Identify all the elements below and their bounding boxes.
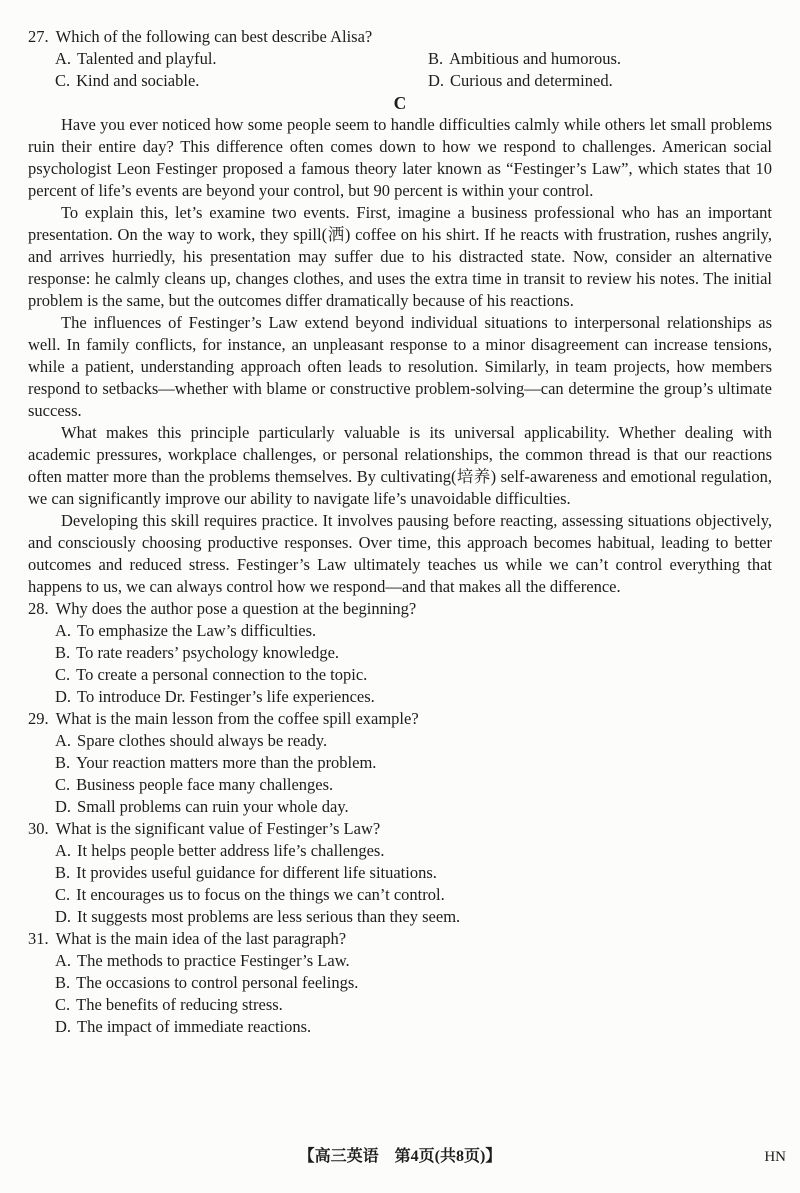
option-28-A (28, 620, 772, 642)
option-30-C (28, 884, 772, 906)
option-text: Spare clothes should always be ready. (77, 731, 328, 750)
question-27 (28, 26, 772, 92)
option-text: Small problems can ruin your whole day. (77, 797, 349, 816)
option-label: A. (55, 731, 72, 750)
footer-code: HN (764, 1149, 786, 1165)
option-29-D (28, 796, 772, 818)
option-label: C. (55, 71, 71, 90)
option-31-C (28, 994, 772, 1016)
option-label: B. (55, 973, 71, 992)
question-number: 28. (28, 599, 49, 618)
question-29-stem (28, 708, 772, 730)
option-text: It suggests most problems are less serious than they seem. (77, 907, 461, 926)
option-label: B. (55, 643, 71, 662)
option-label: B. (55, 753, 71, 772)
option-text: To emphasize the Law’s difficulties. (77, 621, 317, 640)
option-30-D (28, 906, 772, 928)
option-31-D (28, 1016, 772, 1038)
question-text: What is the main lesson from the coffee spill example? (55, 709, 419, 728)
option-text: To rate readers’ psychology knowledge. (76, 643, 340, 662)
question-27-options (28, 48, 772, 92)
question-number: 27. (28, 27, 49, 46)
passage-paragraph-3: The influences of Festinger’s Law extend beyond individual situations to interpersonal relationships as well. In family conflicts, for instance, an unpleasant response to a minor disagreement can increase tensions, while a patient, understanding approach often leads to resolution. Similarly, in team projects, how members respond to setbacks—whether with blame or constructive problem-solving—can determine the group’s ultimate success. (28, 313, 772, 420)
question-28 (28, 598, 772, 708)
option-29-C (28, 774, 772, 796)
question-31 (28, 928, 772, 1038)
passage-paragraph-1: Have you ever noticed how some people seem to handle difficulties calmly while others let small problems ruin their entire day? This difference often comes down to how we respond to challenges. American social psychologist Leon Festinger proposed a famous theory later known as “Festinger’s Law”, which states that 10 percent of life’s events are beyond your control, but 90 percent is within your control. (28, 115, 772, 200)
option-27-D (428, 70, 772, 92)
option-29-A (28, 730, 772, 752)
option-28-D (28, 686, 772, 708)
option-27-C (55, 70, 428, 92)
option-30-B (28, 862, 772, 884)
option-label: D. (55, 687, 72, 706)
question-28-stem (28, 598, 772, 620)
option-label: C. (55, 775, 71, 794)
passage-paragraph-2: To explain this, let’s examine two events. First, imagine a business professional who has an important presentation. On the way to work, they spill(洒) coffee on his shirt. If he reacts with frustration, rushes angrily, and arrives hurriedly, his presentation may suffer due to his distracted state. Now, consider an alternative response: he calmly cleans up, changes clothes, and uses the extra time in transit to review his notes. The initial problem is the same, but the outcomes differ dramatically because of his reactions. (28, 203, 772, 310)
option-27-A (55, 48, 428, 70)
option-text: The occasions to control personal feelings. (76, 973, 359, 992)
option-label: C. (55, 665, 71, 684)
option-label: D. (55, 1017, 72, 1036)
question-29 (28, 708, 772, 818)
page-footer (0, 1147, 800, 1167)
question-number: 29. (28, 709, 49, 728)
footer-page-info: 【高三英语 第4页(共8页)】 (298, 1148, 502, 1165)
option-text: It helps people better address life’s challenges. (77, 841, 385, 860)
question-text: Which of the following can best describe Alisa? (55, 27, 373, 46)
option-text: Business people face many challenges. (76, 775, 334, 794)
option-text: It encourages us to focus on the things we can’t control. (76, 885, 445, 904)
option-31-B (28, 972, 772, 994)
option-text: Your reaction matters more than the problem. (76, 753, 377, 772)
question-number: 31. (28, 929, 49, 948)
option-label: D. (55, 907, 72, 926)
option-text: The impact of immediate reactions. (77, 1017, 312, 1036)
option-label: C. (55, 995, 71, 1014)
option-label: A. (55, 841, 72, 860)
option-text: Talented and playful. (77, 49, 217, 68)
question-number: 30. (28, 819, 49, 838)
option-label: B. (55, 863, 71, 882)
passage-paragraph-4: What makes this principle particularly valuable is its universal applicability. Whether dealing with academic pressures, workplace challenges, or personal relationships, the common thread is that our reactions often matter more than the problems themselves. By cultivating(培养) self-awareness and emotional regulation, we can significantly improve our ability to navigate life’s unavoidable difficulties. (28, 423, 772, 508)
option-text: It provides useful guidance for different life situations. (76, 863, 437, 882)
option-label: A. (55, 49, 72, 68)
option-text: The methods to practice Festinger’s Law. (77, 951, 350, 970)
question-30-stem (28, 818, 772, 840)
passage-section-label: C (393, 93, 407, 113)
option-28-C (28, 664, 772, 686)
option-label: C. (55, 885, 71, 904)
option-28-B (28, 642, 772, 664)
option-29-B (28, 752, 772, 774)
option-30-A (28, 840, 772, 862)
option-31-A (28, 950, 772, 972)
question-30 (28, 818, 772, 928)
question-text: What is the main idea of the last paragraph? (55, 929, 347, 948)
option-text: To create a personal connection to the topic. (76, 665, 368, 684)
option-text: Curious and determined. (450, 71, 613, 90)
question-27-stem (28, 26, 772, 48)
option-label: A. (55, 621, 72, 640)
option-label: D. (55, 797, 72, 816)
question-text: Why does the author pose a question at the beginning? (55, 599, 417, 618)
passage-paragraph-5: Developing this skill requires practice. It involves pausing before reacting, assessing situations objectively, and consciously choosing productive responses. Over time, this approach becomes habitual, leading to better outcomes and reduced stress. Festinger’s Law ultimately teaches us while we can’t control everything that happens to us, we can always control how we respond—and that makes all the difference. (28, 511, 772, 596)
option-text: Ambitious and humorous. (449, 49, 622, 68)
option-27-B (428, 48, 772, 70)
option-label: A. (55, 951, 72, 970)
option-text: To introduce Dr. Festinger’s life experiences. (77, 687, 375, 706)
option-text: The benefits of reducing stress. (76, 995, 283, 1014)
question-text: What is the significant value of Festinger’s Law? (55, 819, 381, 838)
option-label: B. (428, 49, 444, 68)
option-label: D. (428, 71, 445, 90)
option-text: Kind and sociable. (76, 71, 200, 90)
question-31-stem (28, 928, 772, 950)
